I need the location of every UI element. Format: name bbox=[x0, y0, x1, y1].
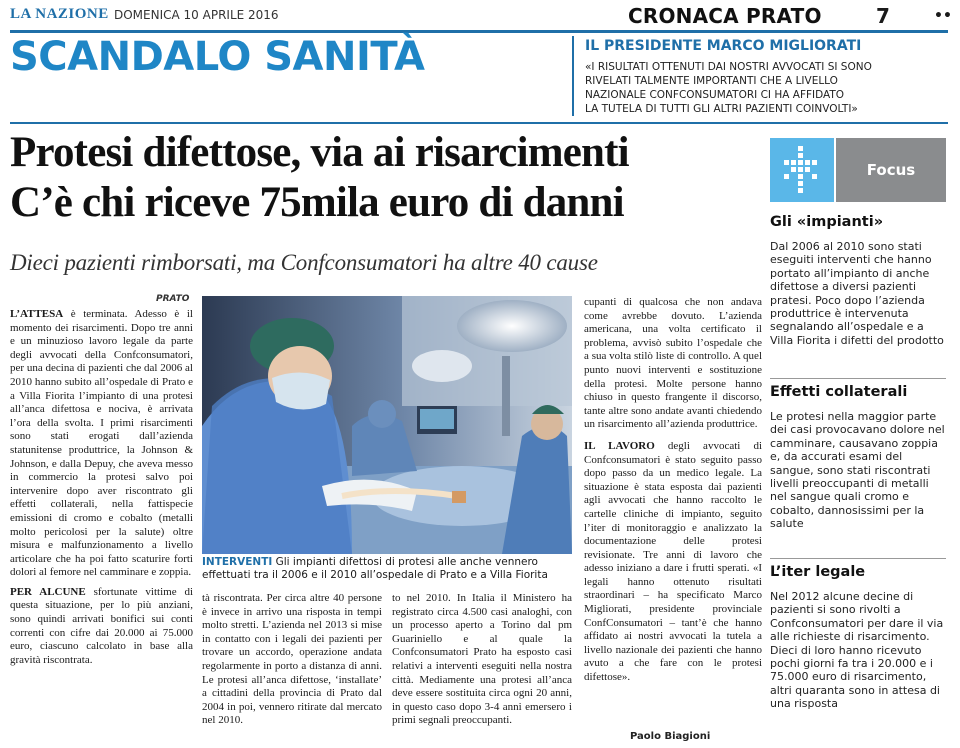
headline bbox=[10, 128, 760, 228]
sidebar-divider bbox=[770, 558, 946, 559]
paragraph-text: cupanti di qualcosa che non andava come avrebbe dovuto. L’azienda americana, una volta certificato il problema, avvisò subito l’ospedale che a sua volta stilò liste di controllo. A quel punto nuovi interventi e sostituzione della protesi. Molte persone hanno chiuso in questo frangente il discorso, tante altre sono andate avanti chiedendo un risarcimento all’azienda produttrice. bbox=[584, 296, 762, 431]
subheadline: Dieci pazienti rimborsati, ma Confconsumatori ha altre 40 cause bbox=[10, 250, 598, 275]
caption-label: INTERVENTI bbox=[202, 556, 273, 568]
quote-title: IL PRESIDENTE MARCO MIGLIORATI bbox=[585, 38, 862, 54]
paragraph-lead: PER ALCUNE bbox=[10, 585, 86, 598]
surgery-photo-illustration bbox=[202, 296, 572, 554]
quote-line: LA TUTELA DI TUTTI GLI ALTRI PAZIENTI COINVOLTI» bbox=[585, 103, 858, 115]
headline-line-2: C’è chi riceve 75mila euro di danni bbox=[10, 179, 624, 226]
paragraph-text: sfortunate vittime di questa situazione, per lo più anziani, sono quindi arrivati bonifici sui conti correnti con cifre dai 20.000 ai 75.000 euro, ciascuno calcolato in base alla gravità riscontrata. bbox=[10, 585, 193, 666]
focus-dots-icon bbox=[770, 138, 834, 202]
top-rule bbox=[10, 30, 948, 33]
paragraph-text: degli avvocati di Confconsumatori è stato seguito passo dopo passo da un medico legale. La situazione è stata esposta dai pazienti agli avvocati che hanno raccolto le cartelle cliniche di impianto, seguito l’iter di monitoraggio e analizzato la documentazione delle protesi revisionate. Tre anni di lavoro che adesso iniziano a dare i frutti sperati. «I legali hanno ottenuto risultati straordinari – ha specificato Marco Migliorati, presidente provinciale ConfConsumatori – tant’è che hanno affidato ai nostri avvocati la tutela a livello nazionale dei pazienti che hanno avuto a che fare con le protesi difettose». bbox=[584, 439, 762, 684]
dateline: PRATO bbox=[156, 294, 190, 304]
photo-caption bbox=[202, 556, 572, 582]
sidebar-text: Dal 2006 al 2010 sono stati eseguiti interventi che hanno portato all’impianto di anche difettose a diversi pazienti pratesi. Poco dopo l’azienda produttrice è intervenuta segnalando all’ospedale e a Villa Fiorita i difetti del prodotto bbox=[770, 240, 944, 347]
paragraph-lead: IL LAVORO bbox=[584, 439, 655, 452]
masthead bbox=[10, 4, 952, 28]
section-rule bbox=[10, 122, 948, 124]
dots-icon: •• bbox=[934, 8, 952, 24]
paragraph-text: tà riscontrata. Per circa altre 40 persone è invece in arrivo una risposta in tempi molto stretti. L’azienda nel 2013 si mise in contatto con i legali dei pazienti per trovare un accordo, operazione andata regolarmente in porto a distanza di anni. Le protesi all’anca difettose, ‘installate’ a cittadini della provincia di Prato dal 2004 in poi, vennero ritirate dal mercato nel 2010. bbox=[202, 592, 382, 727]
quote-line: «I RISULTATI OTTENUTI DAI NOSTRI AVVOCATI SI SONO bbox=[585, 61, 872, 73]
quote-line: NAZIONALE CONFCONSUMATORI CI HA AFFIDATO bbox=[585, 89, 845, 101]
article-column-3 bbox=[392, 592, 572, 744]
sidebar-text: Le protesi nella maggior parte dei casi provocavano dolore nel camminare, causavano zoppia e, da accurati esami del sangue, sono stati riscontrati livelli preoccupanti di metalli nel sangue quali cromo e cobalto, dannosissimi per la salute bbox=[770, 410, 945, 531]
byline: Paolo Biagioni bbox=[630, 731, 711, 742]
focus-sidebar bbox=[770, 138, 946, 744]
surgery-photo bbox=[202, 296, 572, 554]
paragraph-text: to nel 2010. In Italia il Ministero ha registrato circa 4.500 casi analoghi, con un processo aperto a Torino dal pm Guariniello e al quale la Confconsumatori Prato ha esposto casi relativi a interventi eseguiti nella nostra città. Mediamente una protesi all’anca deve essere sostituita circa ogni 20 anni, in questo caso dopo 3-4 anni emersero i primi segnali preoccupanti. bbox=[392, 592, 572, 727]
article-column-1 bbox=[10, 308, 193, 744]
issue-date: DOMENICA 10 APRILE 2016 bbox=[114, 8, 279, 22]
sidebar-heading: Effetti collaterali bbox=[770, 384, 908, 400]
paragraph-text: è terminata. Adesso è il momento dei risarcimenti. Dopo tre anni e un minuzioso lavoro legale da parte degli avvocati della Confconsumatori, per una decina di pazienti che dal 2006 al 2010 hanno subito all’ospedale di Prato e a Villa Fiorita l’impianto di una protesi all’anca difettosa e nociva, è arrivata l’ora della svolta. I primi risarcimenti sono stati erogati dall’azienda statunitense produttrice, la Johnson & Johnson, e dalla Depuy, che aveva messo in commercio la protesi salvo poi intervenire dopo aver riscontrato gli effetti collaterali, nella fattispecie emissioni di cromo e cobalto (metalli molto pericolosi per la salute) oltre misura e malfunzionamento a livello articolare che ha poi fatto scaturire forti dolori al femore nel camminare e zoppia. bbox=[10, 308, 193, 579]
headline-line-1: Protesi difettose, via ai risarcimenti bbox=[10, 129, 629, 176]
sidebar-divider bbox=[770, 378, 946, 379]
quote-line: RIVELATI TALMENTE IMPORTANTI CHE A LIVELLO bbox=[585, 75, 838, 87]
sidebar-heading: L’iter legale bbox=[770, 564, 866, 580]
page-number: 7 bbox=[876, 4, 890, 28]
caption-text: Gli impianti difettosi di protesi alle anche vennero effettuati tra il 2006 e il 2010 all’ospedale di Prato e a Villa Fiorita bbox=[202, 556, 548, 581]
section-title: CRONACA PRATO bbox=[628, 4, 822, 28]
quote-divider bbox=[572, 36, 574, 116]
article-column-2 bbox=[202, 592, 382, 744]
sidebar-text: Nel 2012 alcune decine di pazienti si sono rivolti a Confconsumatori per dare il via alle richieste di risarcimento. Dieci di loro hanno ricevuto pochi giorni fa tra i 20.000 e i 75.000 euro di risarcimento, altri quaranta sono in attesa di una risposta bbox=[770, 590, 944, 711]
newspaper-name: LA NAZIONE bbox=[10, 6, 109, 22]
paragraph-lead: L’ATTESA bbox=[10, 308, 64, 320]
focus-label: Focus bbox=[836, 138, 946, 202]
quote-text bbox=[585, 60, 935, 116]
kicker-title: SCANDALO SANITÀ bbox=[10, 34, 425, 80]
sidebar-heading: Gli «impianti» bbox=[770, 214, 884, 230]
article-column-4 bbox=[584, 296, 762, 744]
